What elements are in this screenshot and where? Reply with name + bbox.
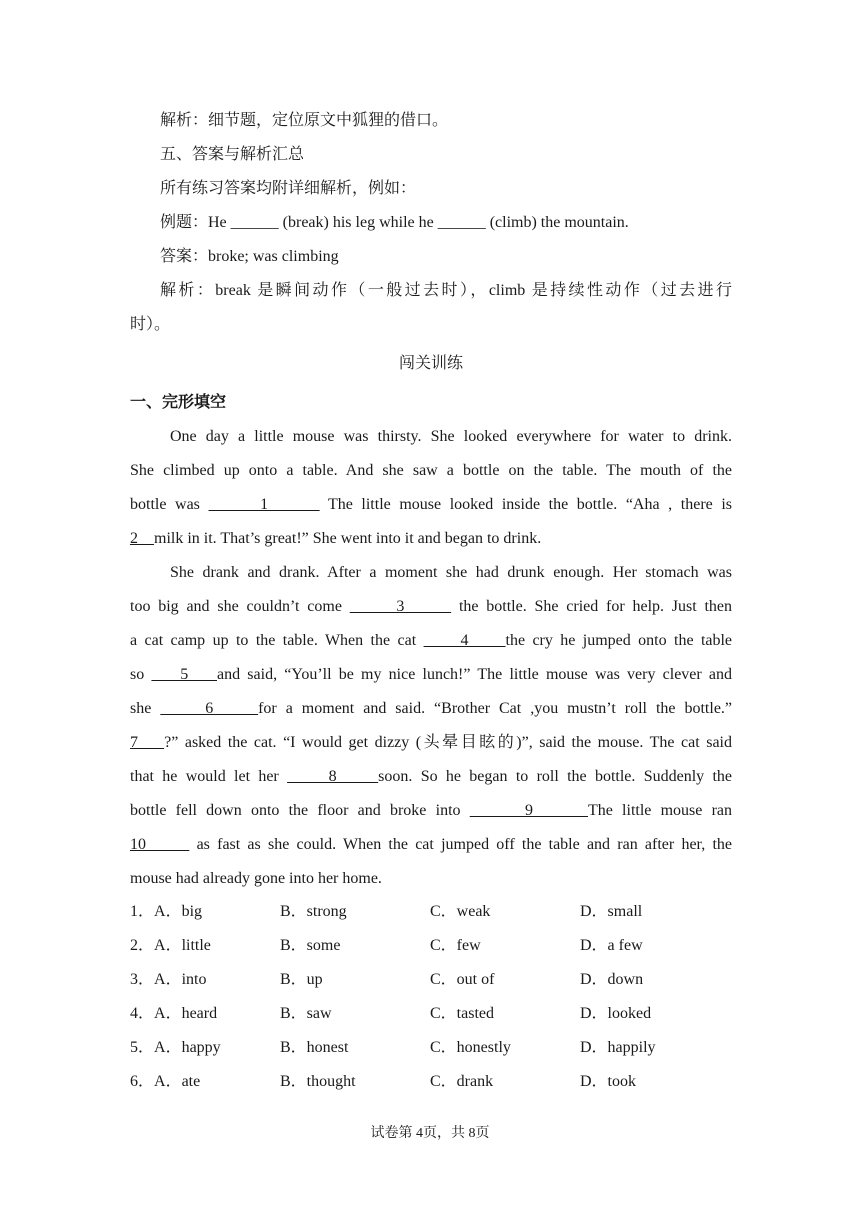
answer-line: 答案：broke; was climbing <box>160 248 339 265</box>
option-a: 1．A．big <box>130 903 203 920</box>
blank-10: 10 <box>130 836 190 853</box>
passage-line: that he would let her 8 soon. So he began to roll the bottle. Suddenly the <box>130 768 733 785</box>
passage-line: too big and she couldn’t come 3 the bottle. She cried for help. Just then <box>130 598 733 615</box>
option-row <box>130 1072 732 1092</box>
option-b: B．saw <box>280 1005 332 1022</box>
option-b: B．up <box>280 971 323 988</box>
option-c: C．honestly <box>430 1039 511 1056</box>
passage-line: 2 milk in it. That’s great!” She went into it and began to drink. <box>130 530 542 547</box>
option-c: C．weak <box>430 903 491 920</box>
passage-line: She drank and drank. After a moment she had drunk enough. Her stomach was <box>170 564 732 581</box>
option-a: 4．A．heard <box>130 1005 218 1022</box>
example-line: 例题：He ______ (break) his leg while he ______ (climb) the mountain. <box>160 214 629 231</box>
cloze-heading: 一、完形填空 <box>130 394 227 411</box>
explanation-line-1: 解析：break 是瞬间动作（一般过去时），climb 是持续性动作（过去进行 <box>160 282 732 299</box>
blank-9: 9 <box>469 802 588 819</box>
blank-4: 4 <box>423 632 506 649</box>
option-c: C．tasted <box>430 1005 494 1022</box>
passage-line: 7 ?” asked the cat. “I would get dizzy (头晕目眩的)”, said the mouse. The cat said <box>130 734 732 751</box>
passage-line: mouse had already gone into her home. <box>130 870 382 887</box>
passage-line: she 6 for a moment and said. “Brother Cat ,you mustn’t roll the bottle.” <box>130 700 733 717</box>
blank-5: 5 <box>151 666 217 683</box>
passage-line: bottle was 1 The little mouse looked inside the bottle. “Aha , there is <box>130 496 733 513</box>
passage-line: One day a little mouse was thirsty. She looked everywhere for water to drink. <box>170 428 732 445</box>
passage-line: She climbed up onto a table. And she saw a bottle on the table. The mouth of the <box>130 462 732 479</box>
option-row <box>130 970 732 990</box>
option-d: D．a few <box>580 937 643 954</box>
option-row <box>130 1004 732 1024</box>
option-a: 3．A．into <box>130 971 207 988</box>
option-a: 5．A．happy <box>130 1039 221 1056</box>
blank-1: 1 <box>208 496 320 513</box>
option-d: D．took <box>580 1073 637 1090</box>
analysis-line: 解析：细节题，定位原文中狐狸的借口。 <box>160 112 449 129</box>
section-five-title: 五、答案与解析汇总 <box>160 146 305 163</box>
option-c: C．out of <box>430 971 495 988</box>
passage-line: a cat camp up to the table. When the cat 4 the cry he jumped onto the table <box>130 632 733 649</box>
option-b: B．strong <box>280 903 347 920</box>
intro-line: 所有练习答案均附详细解析，例如： <box>160 180 417 197</box>
option-d: D．down <box>580 971 644 988</box>
blank-3: 3 <box>349 598 452 615</box>
passage-line: bottle fell down onto the floor and broke into 9 The little mouse ran <box>130 802 733 819</box>
training-title: 闯关训练 <box>398 355 463 372</box>
passage-line: so 5 and said, “You’ll be my nice lunch!” The little mouse was very clever and <box>130 666 733 683</box>
explanation-line-2: 时）。 <box>130 316 171 333</box>
option-a: 6．A．ate <box>130 1073 201 1090</box>
page-footer: 试卷第 4页，共 8页 <box>370 1126 490 1141</box>
option-d: D．small <box>580 903 643 920</box>
blank-7: 7 <box>130 734 165 751</box>
option-b: B．some <box>280 937 341 954</box>
option-row <box>130 936 732 956</box>
option-b: B．thought <box>280 1073 356 1090</box>
option-c: C．drank <box>430 1073 494 1090</box>
option-row <box>130 1038 732 1058</box>
blank-6: 6 <box>160 700 259 717</box>
option-row <box>130 902 732 922</box>
blank-8: 8 <box>287 768 379 785</box>
option-b: B．honest <box>280 1039 349 1056</box>
option-a: 2．A．little <box>130 937 211 954</box>
blank-2: 2 <box>130 530 154 547</box>
passage-line: 10 as fast as she could. When the cat jumped off the table and ran after her, the <box>130 836 733 853</box>
option-d: D．looked <box>580 1005 652 1022</box>
option-c: C．few <box>430 937 481 954</box>
option-d: D．happily <box>580 1039 656 1056</box>
